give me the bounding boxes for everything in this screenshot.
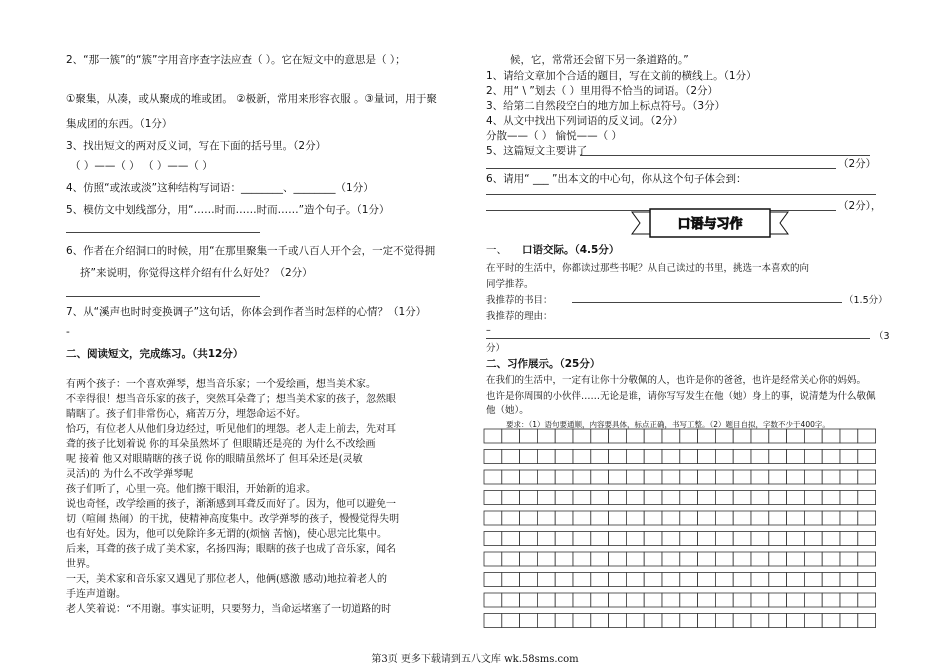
grid-cell[interactable] bbox=[644, 593, 662, 607]
score-r6: （2分）， bbox=[838, 200, 882, 212]
question-r5: 5、这篇短文主要讲了 bbox=[486, 145, 588, 157]
grid-cell[interactable] bbox=[537, 450, 555, 464]
grid-cell[interactable] bbox=[644, 429, 662, 443]
grid-cell[interactable] bbox=[822, 470, 840, 484]
section-composition-title: 二、习作展示。（25分） bbox=[486, 358, 601, 370]
grid-cell[interactable] bbox=[787, 470, 805, 484]
grid-cell[interactable] bbox=[733, 491, 751, 505]
question-r3: 3、给第二自然段空白的地方加上标点符号。（3分） bbox=[486, 100, 726, 112]
grid-cell[interactable] bbox=[591, 491, 609, 505]
grid-cell[interactable] bbox=[840, 532, 858, 546]
recommended-book-label: 我推荐的书目： bbox=[486, 295, 553, 306]
banner-text: 口语与习作 bbox=[677, 217, 743, 232]
grid-cell[interactable] bbox=[644, 573, 662, 587]
grid-cell[interactable] bbox=[609, 511, 627, 525]
grid-cell[interactable] bbox=[573, 593, 591, 607]
grid-cell[interactable] bbox=[698, 532, 716, 546]
grid-cell[interactable] bbox=[769, 511, 787, 525]
grid-cell[interactable] bbox=[769, 532, 787, 546]
grid-cell[interactable] bbox=[715, 532, 733, 546]
grid-cell[interactable] bbox=[537, 511, 555, 525]
question-7: 7、从“溪声也时时变换调子”这句话，你体会到作者当时怎样的心情？（1分） bbox=[66, 306, 427, 318]
grid-cell[interactable] bbox=[680, 532, 698, 546]
grid-cell[interactable] bbox=[644, 470, 662, 484]
passage-line: 孩子们听了，心里一亮。他们擦干眼泪，开始新的追求。 bbox=[66, 484, 316, 495]
grid-cell[interactable] bbox=[502, 573, 520, 587]
grid-cell[interactable] bbox=[555, 593, 573, 607]
grid-cell[interactable] bbox=[751, 491, 769, 505]
grid-cell[interactable] bbox=[858, 450, 876, 464]
grid-cell[interactable] bbox=[662, 614, 680, 628]
passage-line: 呢 接着 他又对眼睛瞎的孩子说 你的眼睛虽然坏了 但耳朵还是(灵敏 bbox=[66, 454, 363, 465]
grid-cell[interactable] bbox=[573, 511, 591, 525]
grid-cell[interactable] bbox=[609, 614, 627, 628]
grid-cell[interactable] bbox=[502, 491, 520, 505]
passage-line: 说也奇怪，改学绘画的孩子，渐渐感到耳聋反而好了。因为，他可以避免一 bbox=[66, 499, 396, 510]
grid-cell[interactable] bbox=[769, 491, 787, 505]
grid-cell[interactable] bbox=[609, 573, 627, 587]
composition-prompt-cont: 也许是你周围的小伙伴……无论是谁，请你写写发生在他（她）身上的事，说清楚为什么敬佩 bbox=[486, 391, 876, 402]
grid-cell[interactable] bbox=[840, 614, 858, 628]
grid-cell[interactable] bbox=[609, 470, 627, 484]
grid-cell[interactable] bbox=[662, 532, 680, 546]
grid-cell[interactable] bbox=[662, 593, 680, 607]
grid-cell[interactable] bbox=[609, 450, 627, 464]
grid-cell[interactable] bbox=[733, 470, 751, 484]
grid-cell[interactable] bbox=[537, 593, 555, 607]
grid-cell[interactable] bbox=[555, 552, 573, 566]
grid-cell[interactable] bbox=[751, 593, 769, 607]
grid-cell[interactable] bbox=[822, 614, 840, 628]
grid-cell[interactable] bbox=[591, 450, 609, 464]
score-r5: （2分） bbox=[838, 158, 877, 170]
grid-cell[interactable] bbox=[804, 450, 822, 464]
grid-cell[interactable] bbox=[609, 491, 627, 505]
grid-cell[interactable] bbox=[787, 593, 805, 607]
grid-cell[interactable] bbox=[591, 614, 609, 628]
answer-line bbox=[486, 338, 870, 339]
score-reason: （3 bbox=[874, 331, 890, 342]
grid-cell[interactable] bbox=[715, 552, 733, 566]
passage-line: 恰巧，有位老人从他们身边经过，听见他们的埋怨。老人走上前去，先对耳 bbox=[66, 424, 396, 435]
grid-cell[interactable] bbox=[626, 614, 644, 628]
answer-line bbox=[486, 194, 876, 195]
question-r4: 4、从文中找出下列词语的反义词。（2分） bbox=[486, 115, 684, 127]
grid-cell[interactable] bbox=[680, 573, 698, 587]
score-reason-cont: 分） bbox=[486, 343, 506, 354]
grid-cell[interactable] bbox=[787, 573, 805, 587]
grid-cell[interactable] bbox=[537, 429, 555, 443]
grid-cell[interactable] bbox=[484, 511, 502, 525]
question-r6: 6、请用“ ___ ”出本文的中心句，你从这个句子体会到： bbox=[486, 173, 747, 185]
grid-cell[interactable] bbox=[591, 573, 609, 587]
grid-cell[interactable] bbox=[644, 450, 662, 464]
question-r2: 2、用“ \ ”划去（ ）里用得不恰当的词语。（2分） bbox=[486, 85, 719, 97]
grid-cell[interactable] bbox=[733, 450, 751, 464]
passage-line: 有两个孩子：一个喜欢弹琴，想当音乐家；一个爱绘画，想当美术家。 bbox=[66, 379, 376, 390]
grid-cell[interactable] bbox=[822, 491, 840, 505]
grid-cell[interactable] bbox=[680, 429, 698, 443]
grid-cell[interactable] bbox=[555, 573, 573, 587]
oral-number: 一、 bbox=[486, 244, 507, 256]
oral-prompt-cont: 同学推荐。 bbox=[486, 279, 534, 290]
grid-cell[interactable] bbox=[804, 532, 822, 546]
grid-cell[interactable] bbox=[573, 573, 591, 587]
grid-cell[interactable] bbox=[520, 573, 538, 587]
grid-cell[interactable] bbox=[484, 593, 502, 607]
grid-cell[interactable] bbox=[484, 552, 502, 566]
grid-cell[interactable] bbox=[822, 511, 840, 525]
grid-cell[interactable] bbox=[662, 552, 680, 566]
grid-cell[interactable] bbox=[787, 614, 805, 628]
passage-line: 手连声道谢。 bbox=[66, 589, 126, 600]
answer-line bbox=[66, 296, 260, 297]
grid-cell[interactable] bbox=[626, 511, 644, 525]
grid-cell[interactable] bbox=[680, 511, 698, 525]
passage-line: 切（喧闹 热闹）的干扰，使精神高度集中。改学弹琴的孩子，慢慢觉得失明 bbox=[66, 514, 400, 525]
grid-cell[interactable] bbox=[733, 573, 751, 587]
grid-cell[interactable] bbox=[644, 614, 662, 628]
composition-prompt-end: 他（她）。 bbox=[486, 405, 529, 416]
grid-cell[interactable] bbox=[591, 532, 609, 546]
grid-cell[interactable] bbox=[769, 429, 787, 443]
grid-cell[interactable] bbox=[591, 552, 609, 566]
grid-cell[interactable] bbox=[858, 532, 876, 546]
passage-line: 灵活)的 为什么不改学弹琴呢 bbox=[66, 469, 194, 480]
exam-page: 2、“那一簇”的“簇”字用音序查字法应查（ ）。它在短文中的意思是（ ）； ①聚集，从凑，或从聚成的堆或团。 ②极新，常用来形容衣服 。③量词，用于聚 集成团的东西。（1分） 3、找出短文的两对反义词，写在下面的括号里。（2分） （ ）——（ ） （ ）——（ ） 4、仿照“或浓或淡”这种结构写词语：________、________（1分） 5、模仿文中划线部分，用“……时而……时而……”造个句子。（1分） 6、作者在介绍洞口的时候，用“在那里聚集一千或八百人开个会，一定不觉得拥 挤”来说明，你觉得这样介绍有什么好处？（2分） 7、从“溪声也时时变换调子”这句话，你体会到作者当时怎样的心情？（1分） - 二、阅读短文，完成练习。（共12分） 有两个孩子：一个喜欢弹琴，想当音乐家；一个爱绘画，想当美术家。 不幸得很！想当音乐家的孩子，突然耳朵聋了；想当美术家的孩子，忽然眼 睛瞎了。孩子们非常伤心，痛苦万分，埋怨命运不好。 恰巧，有位老人从他们身边经过，听见他们的埋怨。老人走上前去，先对耳 聋的孩子比划着说 你的耳朵虽然坏了 但眼睛还是亮的 为什么不改绘画 呢 接着 他又对眼睛瞎的孩子说 你的眼睛虽然坏了 但耳朵还是(灵敏 灵活)的 为什么不改学弹琴呢 孩子们听了，心里一亮。他们擦干眼泪，开始新的追求。 说也奇怪，改学绘画的孩子，渐渐感到耳聋反而好了。因为，他可以避免一 切（喧闹 热闹）的干扰，使精神高度集中。改学弹琴的孩子，慢慢觉得失明 也有好处。因为，他可以免除许多无谓的(烦恼 苦恼)，使心思完比集中。 后来，耳聋的孩子成了美术家，名扬四海；眼瞎的孩子也成了音乐家，闻名 世界。 一天，美术家和音乐家又遇见了那位老人，他俩(感激 感动)地拉着老人的 手连声道谢。 老人笑着说：“不用谢。事实证明，只要努力，当命运堵塞了一切道路的时 候，它，常常还会留下另一条道路的。” 1、请给文章加个合适的题目，写在文前的横线上。（1分） 2、用“ \ ”划去（ ）里用得不恰当的词语。（2分） 3、给第二自然段空白的地方加上标点符号。（3分） 4、从文中找出下列词语的反义词。（2分） 分散——（ ） 愉悦——（ ） 5、这篇短文主要讲了 （2分） 6、请用“ ___ ”出本文的中心句，你从这个句子体会到： （2分）， 一、 口语交际。（4.5分） 在平时的生活中，你都读过那些书呢？从自己读过的书里，挑选一本喜欢的向 同学推荐。 我推荐的书目： （1.5分） 我推荐的理由： – （3 分） 二、习作展示。（25分） 在我们的生活中，一定有让你十分敬佩的人，也许是你的爸爸，也许是经常关心你的妈妈。 也许是你周围的小伙伴……无论是谁，请你写写发生在他（她）身上的事，说清楚为什么敬佩 他（她）。 要求：（1）语句要通顺，内容要具体，标点正确，书写工整。（2）题目自拟，字数不少于400字。 口语与习作 第3页 更多下载请到五八文库 wk.58sms.com bbox=[0, 0, 950, 671]
grid-cell[interactable] bbox=[680, 593, 698, 607]
grid-cell[interactable] bbox=[769, 470, 787, 484]
grid-cell[interactable] bbox=[680, 470, 698, 484]
grid-cell[interactable] bbox=[822, 593, 840, 607]
grid-cell[interactable] bbox=[662, 491, 680, 505]
grid-cell[interactable] bbox=[680, 491, 698, 505]
grid-cell[interactable] bbox=[804, 511, 822, 525]
grid-cell[interactable] bbox=[573, 552, 591, 566]
grid-cell[interactable] bbox=[751, 573, 769, 587]
grid-cell[interactable] bbox=[733, 552, 751, 566]
grid-cell[interactable] bbox=[555, 614, 573, 628]
grid-cell[interactable] bbox=[520, 429, 538, 443]
grid-cell[interactable] bbox=[698, 573, 716, 587]
question-3-blanks: （ ）——（ ） （ ）——（ ） bbox=[70, 160, 213, 172]
grid-cell[interactable] bbox=[751, 429, 769, 443]
grid-cell[interactable] bbox=[484, 429, 502, 443]
grid-cell[interactable] bbox=[555, 491, 573, 505]
grid-cell[interactable] bbox=[769, 573, 787, 587]
grid-cell[interactable] bbox=[698, 511, 716, 525]
grid-cell[interactable] bbox=[484, 614, 502, 628]
question-5: 5、模仿文中划线部分，用“……时而……时而……”造个句子。（1分） bbox=[66, 204, 390, 216]
grid-cell[interactable] bbox=[591, 593, 609, 607]
page-footer: 第3页 更多下载请到五八文库 wk.58sms.com bbox=[371, 654, 579, 665]
grid-cell[interactable] bbox=[769, 614, 787, 628]
grid-cell[interactable] bbox=[555, 450, 573, 464]
grid-cell[interactable] bbox=[502, 429, 520, 443]
score-book: （1.5分） bbox=[844, 295, 888, 306]
composition-grid[interactable] bbox=[483, 428, 883, 636]
grid-cell[interactable] bbox=[858, 429, 876, 443]
grid-cell[interactable] bbox=[573, 470, 591, 484]
grid-cell[interactable] bbox=[858, 614, 876, 628]
grid-cell[interactable] bbox=[715, 573, 733, 587]
grid-cell[interactable] bbox=[502, 552, 520, 566]
grid-cell[interactable] bbox=[804, 614, 822, 628]
section-2-title: 二、阅读短文，完成练习。（共12分） bbox=[66, 348, 244, 360]
grid-cell[interactable] bbox=[751, 614, 769, 628]
grid-cell[interactable] bbox=[520, 491, 538, 505]
grid-cell[interactable] bbox=[626, 491, 644, 505]
passage-line: 不幸得很！想当音乐家的孩子，突然耳朵聋了；想当美术家的孩子，忽然眼 bbox=[66, 394, 396, 405]
grid-cell[interactable] bbox=[644, 511, 662, 525]
grid-cell[interactable] bbox=[644, 532, 662, 546]
grid-cell[interactable] bbox=[822, 450, 840, 464]
grid-cell[interactable] bbox=[626, 552, 644, 566]
question-6-cont: 挤”来说明，你觉得这样介绍有什么好处？（2分） bbox=[80, 267, 313, 279]
grid-cell[interactable] bbox=[715, 511, 733, 525]
grid-cell[interactable] bbox=[520, 532, 538, 546]
grid-cell[interactable] bbox=[520, 470, 538, 484]
grid-cell[interactable] bbox=[787, 552, 805, 566]
grid-cell[interactable] bbox=[787, 532, 805, 546]
oral-title: 口语交际。（4.5分） bbox=[522, 244, 620, 256]
grid-cell[interactable] bbox=[662, 450, 680, 464]
grid-cell[interactable] bbox=[502, 511, 520, 525]
grid-cell[interactable] bbox=[626, 532, 644, 546]
grid-cell[interactable] bbox=[573, 429, 591, 443]
grid-cell[interactable] bbox=[680, 614, 698, 628]
grid-cell[interactable] bbox=[698, 450, 716, 464]
grid-cell[interactable] bbox=[520, 511, 538, 525]
grid-cell[interactable] bbox=[715, 593, 733, 607]
oral-prompt: 在平时的生活中，你都读过那些书呢？从自己读过的书里，挑选一本喜欢的向 bbox=[486, 263, 810, 274]
grid-cell[interactable] bbox=[555, 511, 573, 525]
grid-cell[interactable] bbox=[698, 614, 716, 628]
grid-cell[interactable] bbox=[573, 532, 591, 546]
grid-cell[interactable] bbox=[537, 491, 555, 505]
grid-cell[interactable] bbox=[626, 450, 644, 464]
question-4: 4、仿照“或浓或淡”这种结构写词语：________、________（1分） bbox=[66, 182, 374, 194]
grid-cell[interactable] bbox=[769, 593, 787, 607]
grid-cell[interactable] bbox=[840, 491, 858, 505]
grid-cell[interactable] bbox=[484, 450, 502, 464]
grid-cell[interactable] bbox=[626, 593, 644, 607]
grid-cell[interactable] bbox=[644, 552, 662, 566]
grid-cell[interactable] bbox=[804, 593, 822, 607]
grid-cell[interactable] bbox=[804, 470, 822, 484]
grid-cell[interactable] bbox=[751, 532, 769, 546]
grid-cell[interactable] bbox=[502, 532, 520, 546]
grid-cell[interactable] bbox=[804, 552, 822, 566]
grid-cell[interactable] bbox=[520, 450, 538, 464]
grid-cell[interactable] bbox=[591, 470, 609, 484]
grid-cell[interactable] bbox=[751, 552, 769, 566]
grid-cell[interactable] bbox=[573, 491, 591, 505]
grid-cell[interactable] bbox=[573, 450, 591, 464]
passage-continuation: 候，它，常常还会留下另一条道路的。” bbox=[510, 54, 689, 66]
grid-cell[interactable] bbox=[787, 429, 805, 443]
recommend-reason-label: 我推荐的理由： bbox=[486, 311, 553, 322]
grid-cell[interactable] bbox=[733, 614, 751, 628]
grid-cell[interactable] bbox=[484, 573, 502, 587]
grid-cell[interactable] bbox=[537, 614, 555, 628]
grid-cell[interactable] bbox=[858, 470, 876, 484]
answer-line bbox=[572, 302, 842, 303]
question-2-options-cont: 集成团的东西。（1分） bbox=[66, 118, 173, 130]
grid-cell[interactable] bbox=[484, 491, 502, 505]
grid-cell[interactable] bbox=[840, 552, 858, 566]
grid-cell[interactable] bbox=[715, 491, 733, 505]
grid-cell[interactable] bbox=[537, 470, 555, 484]
grid-cell[interactable] bbox=[715, 450, 733, 464]
grid-cell[interactable] bbox=[840, 429, 858, 443]
grid-cell[interactable] bbox=[502, 593, 520, 607]
passage-line: 也有好处。因为，他可以免除许多无谓的(烦恼 苦恼)，使心思完比集中。 bbox=[66, 529, 387, 540]
grid-cell[interactable] bbox=[555, 470, 573, 484]
grid-cell[interactable] bbox=[822, 552, 840, 566]
grid-cell[interactable] bbox=[698, 552, 716, 566]
question-3: 3、找出短文的两对反义词，写在下面的括号里。（2分） bbox=[66, 140, 327, 152]
grid-cell[interactable] bbox=[840, 573, 858, 587]
grid-cell[interactable] bbox=[609, 593, 627, 607]
passage-line: 老人笑着说：“不用谢。事实证明，只要努力，当命运堵塞了一切道路的时 bbox=[66, 604, 392, 615]
grid-cell[interactable] bbox=[520, 552, 538, 566]
composition-prompt: 在我们的生活中，一定有让你十分敬佩的人，也许是你的爸爸，也许是经常关心你的妈妈。 bbox=[486, 375, 867, 386]
grid-cell[interactable] bbox=[520, 614, 538, 628]
passage-line: 睛瞎了。孩子们非常伤心，痛苦万分，埋怨命运不好。 bbox=[66, 409, 306, 420]
grid-cell[interactable] bbox=[822, 429, 840, 443]
grid-cell[interactable] bbox=[769, 552, 787, 566]
question-r4-pair: 分散——（ ） 愉悦——（ ） bbox=[486, 130, 623, 142]
grid-cell[interactable] bbox=[609, 552, 627, 566]
grid-cell[interactable] bbox=[662, 511, 680, 525]
grid-cell[interactable] bbox=[858, 573, 876, 587]
grid-cell[interactable] bbox=[751, 511, 769, 525]
grid-cell[interactable] bbox=[626, 573, 644, 587]
grid-cell[interactable] bbox=[858, 491, 876, 505]
grid-cell[interactable] bbox=[787, 491, 805, 505]
grid-cell[interactable] bbox=[502, 450, 520, 464]
grid-cell[interactable] bbox=[555, 532, 573, 546]
grid-cell[interactable] bbox=[484, 470, 502, 484]
grid-cell[interactable] bbox=[698, 429, 716, 443]
grid-cell[interactable] bbox=[698, 593, 716, 607]
answer-line bbox=[486, 168, 836, 169]
grid-cell[interactable] bbox=[662, 573, 680, 587]
grid-cell[interactable] bbox=[698, 491, 716, 505]
grid-cell[interactable] bbox=[804, 573, 822, 587]
grid-cell[interactable] bbox=[555, 429, 573, 443]
grid-cell[interactable] bbox=[537, 573, 555, 587]
grid-cell[interactable] bbox=[537, 532, 555, 546]
grid-cell[interactable] bbox=[787, 450, 805, 464]
grid-cell[interactable] bbox=[751, 470, 769, 484]
grid-cell[interactable] bbox=[733, 511, 751, 525]
answer-line bbox=[580, 155, 870, 156]
grid-cell[interactable] bbox=[840, 470, 858, 484]
grid-cell[interactable] bbox=[804, 491, 822, 505]
question-6: 6、作者在介绍洞口的时候，用“在那里聚集一千或八百人开个会，一定不觉得拥 bbox=[66, 245, 436, 257]
grid-cell[interactable] bbox=[804, 429, 822, 443]
grid-cell[interactable] bbox=[662, 429, 680, 443]
grid-cell[interactable] bbox=[733, 429, 751, 443]
grid-cell[interactable] bbox=[484, 532, 502, 546]
passage-line: 后来，耳聋的孩子成了美术家，名扬四海；眼瞎的孩子也成了音乐家，闻名 bbox=[66, 544, 396, 555]
grid-cell[interactable] bbox=[609, 532, 627, 546]
question-2: 2、“那一簇”的“簇”字用音序查字法应查（ ）。它在短文中的意思是（ ）； bbox=[66, 54, 406, 66]
grid-cell[interactable] bbox=[626, 429, 644, 443]
grid-cell[interactable] bbox=[715, 429, 733, 443]
grid-cell[interactable] bbox=[715, 470, 733, 484]
grid-cell[interactable] bbox=[609, 429, 627, 443]
grid-cell[interactable] bbox=[591, 429, 609, 443]
grid-cell[interactable] bbox=[502, 614, 520, 628]
grid-cell[interactable] bbox=[822, 532, 840, 546]
grid-cell[interactable] bbox=[822, 573, 840, 587]
grid-cell[interactable] bbox=[680, 450, 698, 464]
grid-cell[interactable] bbox=[840, 511, 858, 525]
grid-cell[interactable] bbox=[733, 532, 751, 546]
answer-line bbox=[66, 232, 260, 233]
grid-cell[interactable] bbox=[573, 614, 591, 628]
grid-cell[interactable] bbox=[680, 552, 698, 566]
question-r1: 1、请给文章加个合适的题目，写在文前的横线上。（1分） bbox=[486, 70, 757, 82]
grid-cell[interactable] bbox=[698, 470, 716, 484]
passage-line: 一天，美术家和音乐家又遇见了那位老人，他俩(感激 感动)地拉着老人的 bbox=[66, 574, 387, 585]
grid-cell[interactable] bbox=[644, 491, 662, 505]
grid-cell[interactable] bbox=[787, 511, 805, 525]
composition-requirements: 要求：（1）语句要通顺，内容要具体，标点正确，书写工整。（2）题目自拟，字数不少于400字。 bbox=[506, 420, 830, 429]
oral-writing-banner bbox=[630, 206, 790, 240]
grid-cell[interactable] bbox=[662, 470, 680, 484]
grid-cell[interactable] bbox=[751, 450, 769, 464]
grid-cell[interactable] bbox=[858, 552, 876, 566]
grid-cell[interactable] bbox=[840, 593, 858, 607]
grid-cell[interactable] bbox=[537, 552, 555, 566]
grid-cell[interactable] bbox=[769, 450, 787, 464]
question-2-options: ①聚集，从凑，或从聚成的堆或团。 ②极新，常用来形容衣服 。③量词，用于聚 bbox=[66, 93, 437, 105]
grid-cell[interactable] bbox=[840, 450, 858, 464]
grid-cell[interactable] bbox=[591, 511, 609, 525]
grid-cell[interactable] bbox=[715, 614, 733, 628]
grid-cell[interactable] bbox=[858, 593, 876, 607]
passage-line: 世界。 bbox=[66, 559, 96, 570]
grid-cell[interactable] bbox=[502, 470, 520, 484]
grid-cell[interactable] bbox=[626, 470, 644, 484]
grid-cell[interactable] bbox=[733, 593, 751, 607]
passage-line: 聋的孩子比划着说 你的耳朵虽然坏了 但眼睛还是亮的 为什么不改绘画 bbox=[66, 439, 376, 450]
grid-cell[interactable] bbox=[520, 593, 538, 607]
grid-cell[interactable] bbox=[858, 511, 876, 525]
